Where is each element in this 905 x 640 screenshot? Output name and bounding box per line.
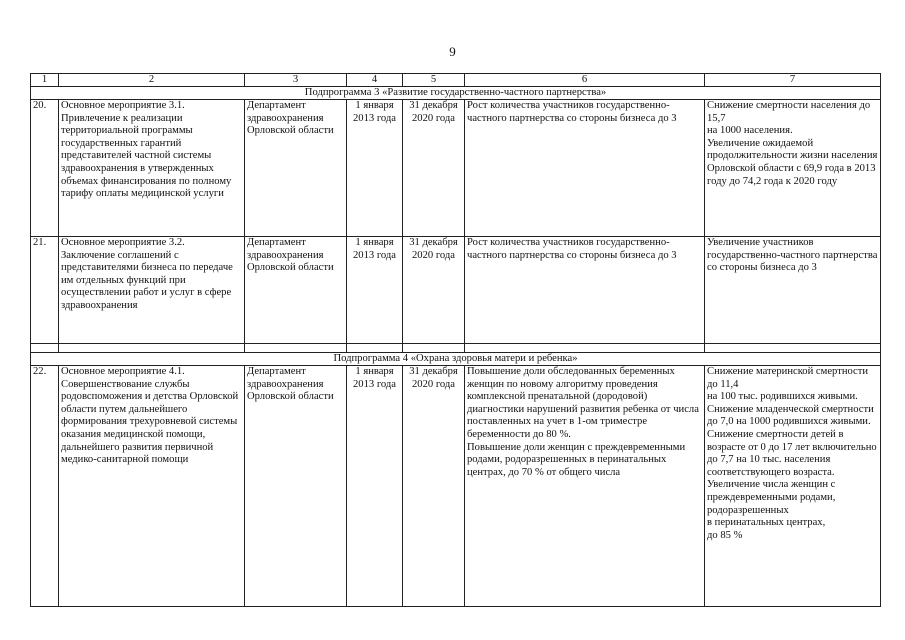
- subprogram-title: Подпрограмма 3 «Развитие государственно-частного партнерства»: [31, 87, 881, 100]
- column-number: 4: [347, 74, 403, 87]
- subprogram-title: Подпрограмма 4 «Охрана здоровья матери и ребенка»: [31, 353, 881, 366]
- start-date: 1 января 2013 года: [347, 100, 403, 237]
- measure-description: Основное мероприятие 3.2. Заключение соглашений с представителями бизнеса по передаче им отдельных функций при осуществлении работ и услуг в сфере здравоохранения: [59, 237, 245, 344]
- table-row: [31, 237, 881, 344]
- column-number: 2: [59, 74, 245, 87]
- executor: Департамент здравоохранения Орловской области: [245, 237, 347, 344]
- start-date: 1 января 2013 года: [347, 366, 403, 607]
- spacer-row: [31, 344, 881, 353]
- end-date: 31 декабря 2020 года: [403, 366, 465, 607]
- end-date: 31 декабря 2020 года: [403, 237, 465, 344]
- measure-description: Основное мероприятие 3.1. Привлечение к реализации территориальной программы государственных гарантий представителей частной системы здравоохранения в утвержденных объемах финансирования по полному тарифу оплаты медицинской услуги: [59, 100, 245, 237]
- spacer-cell: [31, 344, 59, 353]
- spacer-cell: [403, 344, 465, 353]
- program-measures-table: [30, 73, 881, 607]
- executor: Департамент здравоохранения Орловской области: [245, 100, 347, 237]
- column-number: 5: [403, 74, 465, 87]
- table-row: [31, 100, 881, 237]
- target-indicators: Увеличение участников государственно-частного партнерства со стороны бизнеса до 3: [705, 237, 881, 344]
- expected-result: Рост количества участников государственно-частного партнерства со стороны бизнеса до 3: [465, 100, 705, 237]
- target-indicators: Снижение материнской смертности до 11,4 на 100 тыс. родившихся живыми. Снижение младенческой смертности до 7,0 на 1000 родившихся живыми. Снижение смертности детей в возрасте от 0 до 17 лет включительно до 7,7 на 10 тыс. населения соответствующего возраста. Увеличение числа женщин с преждевременными родами, родоразрешенных в перинатальных центрах, до 85 %: [705, 366, 881, 607]
- expected-result: Повышение доли обследованных беременных женщин по новому алгоритму проведения комплексной пренатальной (дородовой) диагностики нарушений развития ребенка от числа поставленных на учет в 1-ом триместре беременности до 80 %. Повышение доли женщин с преждевременными родами, родоразрешенных в перинатальных центрах, до 70 % от общего числа: [465, 366, 705, 607]
- row-number: 20.: [31, 100, 59, 237]
- row-number: 22.: [31, 366, 59, 607]
- column-number: 6: [465, 74, 705, 87]
- table-row: [31, 366, 881, 607]
- spacer-cell: [347, 344, 403, 353]
- executor: Департамент здравоохранения Орловской области: [245, 366, 347, 607]
- spacer-cell: [245, 344, 347, 353]
- column-number: 1: [31, 74, 59, 87]
- subprogram-header: [31, 353, 881, 366]
- column-numbers-row: [31, 74, 881, 87]
- spacer-cell: [59, 344, 245, 353]
- spacer-cell: [705, 344, 881, 353]
- row-number: 21.: [31, 237, 59, 344]
- subprogram-header: [31, 87, 881, 100]
- spacer-cell: [465, 344, 705, 353]
- column-number: 7: [705, 74, 881, 87]
- page-number: 9: [449, 44, 456, 59]
- end-date: 31 декабря 2020 года: [403, 100, 465, 237]
- expected-result: Рост количества участников государственно-частного партнерства со стороны бизнеса до 3: [465, 237, 705, 344]
- measure-description: Основное мероприятие 4.1. Совершенствование службы родовспоможения и детства Орловской области путем дальнейшего формирования трехуровневой системы оказания медицинской помощи, дальнейшего развития первичной медико-санитарной помощи: [59, 366, 245, 607]
- column-number: 3: [245, 74, 347, 87]
- start-date: 1 января 2013 года: [347, 237, 403, 344]
- target-indicators: Снижение смертности населения до 15,7 на 1000 населения. Увеличение ожидаемой продолжительности жизни населения Орловской области с 69,9 года в 2013 году до 74,2 года к 2020 году: [705, 100, 881, 237]
